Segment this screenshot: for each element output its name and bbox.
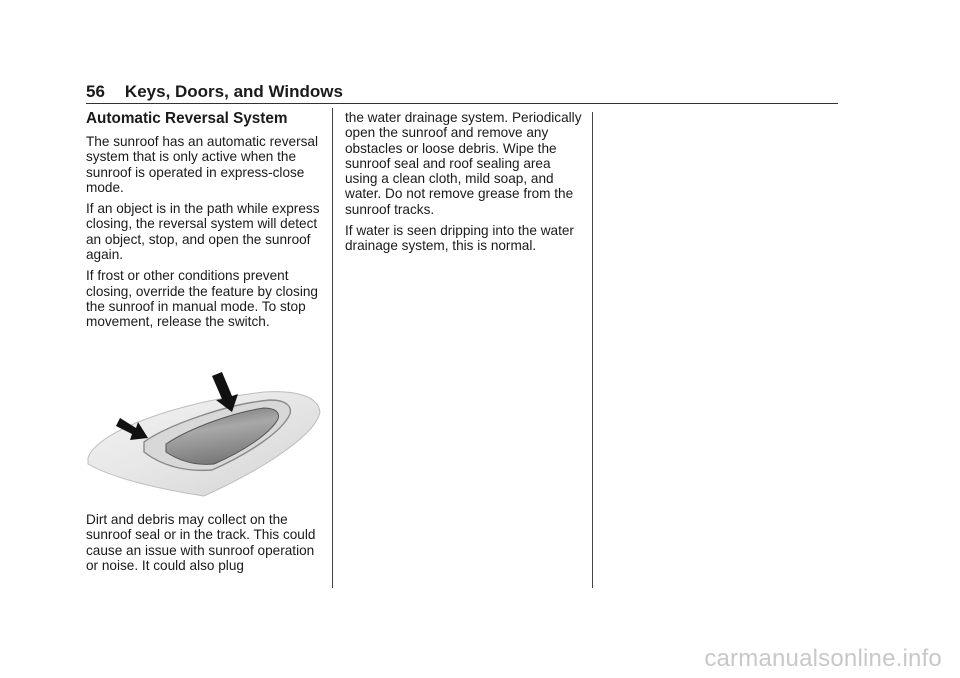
column-divider [332,108,333,588]
section-heading: Automatic Reversal System [86,110,288,127]
paragraph: If frost or other conditions prevent closing, override the feature by closing the sunroof in manual mode. To stop movement, release the switch. [86,268,318,330]
sunroof-illustration [86,372,322,502]
watermark: carmanualsonline.info [704,645,942,672]
paragraph: If an object is in the path while express closing, the reversal system will detect an object, stop, and open the sunroof again. [86,201,320,263]
paragraph: Dirt and debris may collect on the sunroof seal or in the track. This could cause an issue with sunroof operation or noise. It could also plug [86,512,316,573]
page-number: 56 [86,82,105,101]
column-left [86,110,326,336]
paragraph: the water drainage system. Periodically open the sunroof and remove any obstacles or loose debris. Wipe the sunroof seal and roof sealing area using a clean cloth, mild soap, and water. Do not remove grease from the sunroof tracks. [345,110,582,217]
header-rule [86,103,838,104]
section-title: Keys, Doors, and Windows [124,82,343,101]
column-left-continued [86,512,326,573]
column-divider [592,112,593,588]
paragraph: If water is seen dripping into the water drainage system, this is normal. [345,223,574,254]
page-header [86,82,343,102]
paragraph: The sunroof has an automatic reversal system that is only active when the sunroof is operated in express-close mode. [86,134,318,195]
column-middle [345,110,585,260]
sunroof-figure [86,372,322,502]
